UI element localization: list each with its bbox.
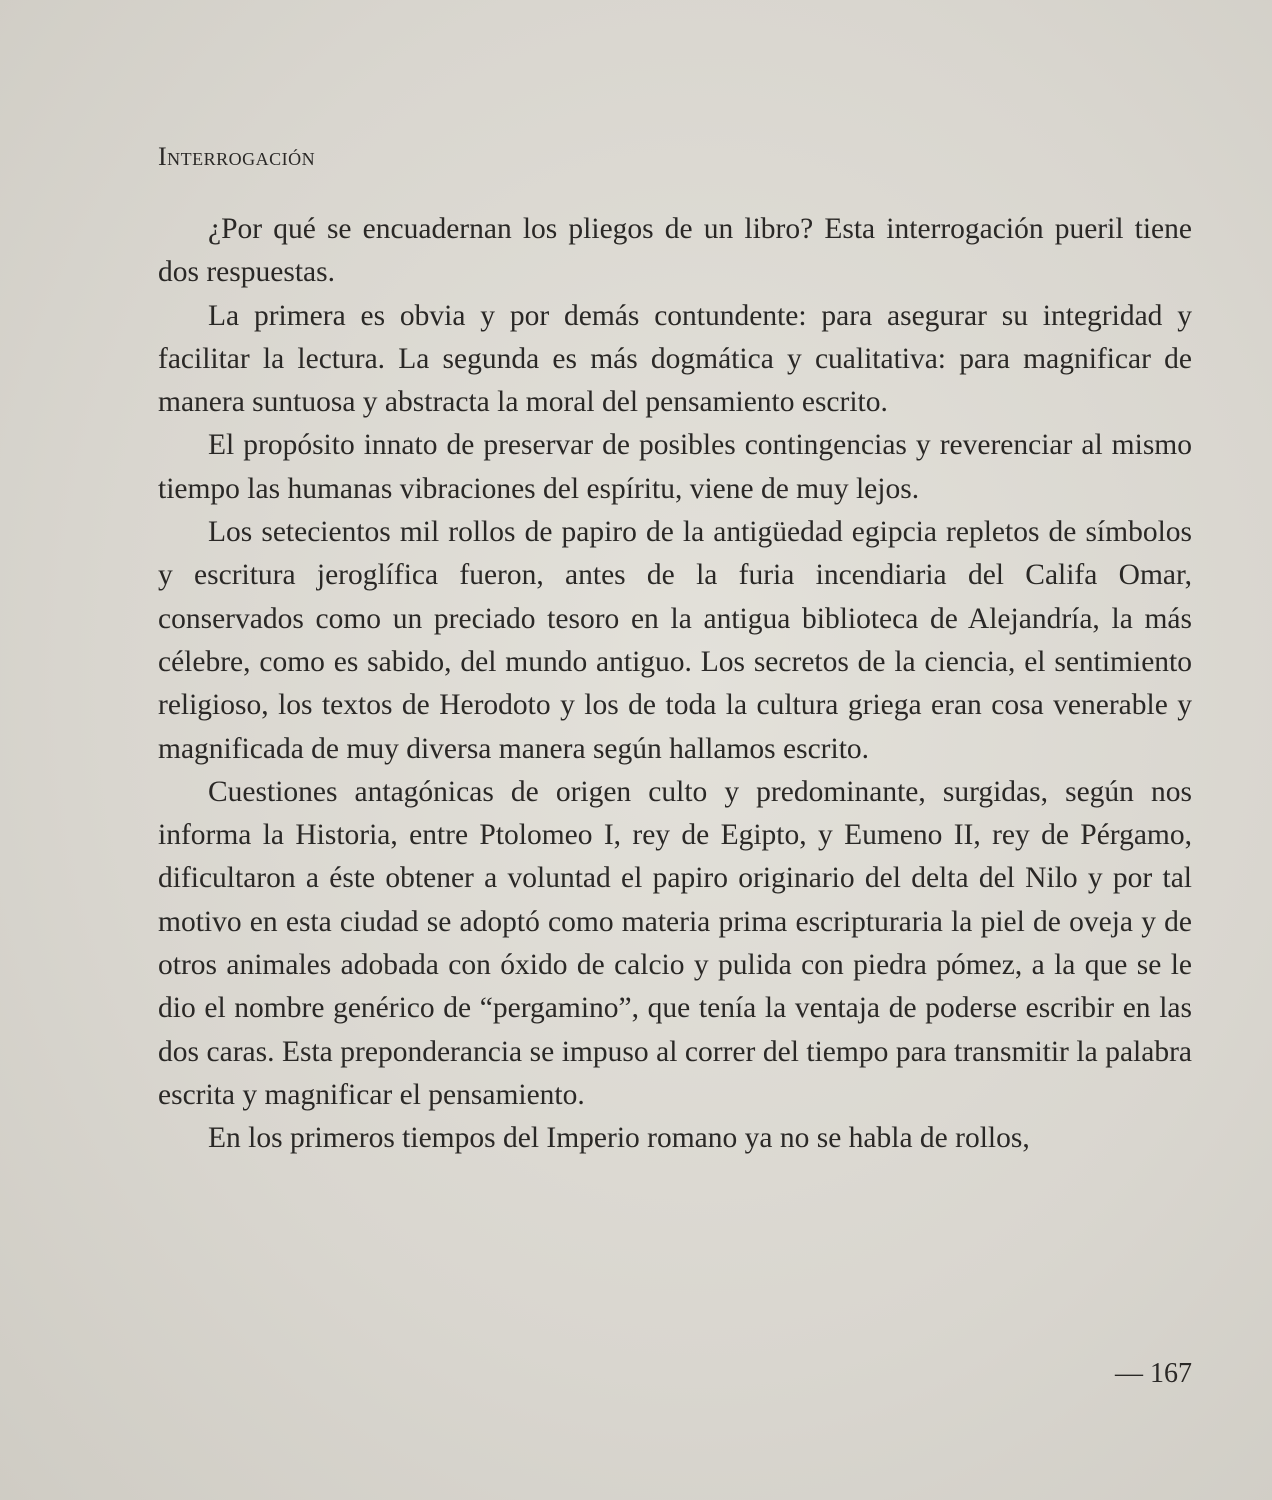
paragraph: Cuestiones antagónicas de origen culto y predominante, surgidas, según nos informa la Historia, entre Ptolomeo I, rey de Egipto, y Eumeno II, rey de Pérgamo, dificultaron a éste obtener a voluntad el papiro originario del delta del Nilo y por tal motivo en esta ciudad se adoptó como materia prima escripturaria la piel de oveja y de otros animales adobada con óxido de calcio y pulida con piedra pómez, a la que se le dio el nombre genérico de “pergamino”, que tenía la ventaja de poderse escribir en las dos caras. Esta preponderancia se impuso al correr del tiempo para transmitir la palabra escrita y magnificar el pensamiento.: [158, 775, 1192, 1111]
paragraph: En los primeros tiempos del Imperio romano ya no se habla de rollos,: [208, 1122, 1030, 1155]
paragraph: La primera es obvia y por demás contundente: para asegurar su integridad y facilitar la lectura. La segunda es más dogmática y cualitativa: para magnificar de manera suntuosa y abstracta la moral del pensamiento escrito.: [158, 299, 1192, 419]
page-number: — 167: [1115, 1358, 1192, 1389]
body-text: [158, 208, 1192, 1161]
book-page: [158, 0, 1192, 1500]
paragraph: El propósito innato de preservar de posibles contingencias y reverenciar al mismo tiempo las humanas vibraciones del espíritu, viene de muy lejos.: [158, 429, 1192, 505]
paragraph: Los setecientos mil rollos de papiro de la antigüedad egipcia repletos de símbolos y escritura jeroglífica fueron, antes de la furia incendiaria del Califa Omar, conservados como un preciado tesoro en la antigua biblioteca de Alejandría, la más célebre, como es sabido, del mundo antiguo. Los secretos de la ciencia, el sentimiento religioso, los textos de Herodoto y los de toda la cultura griega eran cosa venerable y magnificada de muy diversa manera según hallamos escrito.: [158, 516, 1192, 765]
paragraph: ¿Por qué se encuadernan los pliegos de un libro? Esta interrogación pueril tiene dos respuestas.: [158, 213, 1192, 289]
section-heading: Interrogación: [158, 142, 316, 171]
